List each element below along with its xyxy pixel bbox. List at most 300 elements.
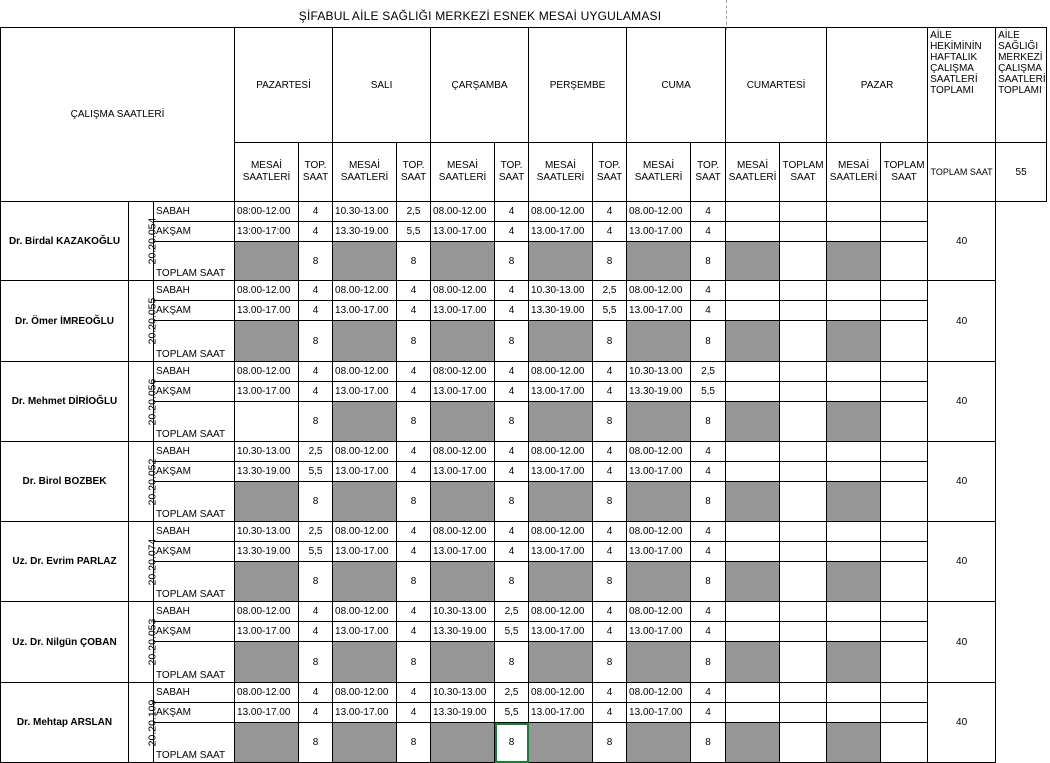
- empty-cell[interactable]: [827, 301, 881, 321]
- sub-top-1[interactable]: TOP. SAAT: [397, 143, 431, 202]
- weekly-total-value[interactable]: 40: [928, 281, 996, 362]
- aksam-hours-cell[interactable]: 4: [593, 542, 627, 562]
- aksam-hours-cell[interactable]: 4: [397, 462, 431, 482]
- empty-cell[interactable]: [726, 683, 780, 703]
- aksam-time-cell[interactable]: 13.00-17.00: [333, 542, 397, 562]
- sabah-hours-cell[interactable]: 4: [299, 362, 333, 382]
- aksam-hours-cell[interactable]: 4: [691, 301, 726, 321]
- day-total-cell[interactable]: 8: [593, 642, 627, 683]
- sabah-time-cell[interactable]: 08.00-12.00: [333, 602, 397, 622]
- shift-label-aksam[interactable]: AKŞAM: [154, 622, 235, 642]
- aksam-hours-cell[interactable]: 4: [593, 622, 627, 642]
- sabah-time-cell[interactable]: 08:00-12.00: [235, 202, 299, 222]
- empty-cell[interactable]: [881, 382, 928, 402]
- day-total-cell[interactable]: 8: [299, 402, 333, 442]
- sabah-hours-cell[interactable]: 2,5: [299, 522, 333, 542]
- empty-cell[interactable]: [780, 522, 827, 542]
- sabah-time-cell[interactable]: 08.00-12.00: [627, 281, 691, 301]
- empty-cell[interactable]: [827, 522, 881, 542]
- aksam-hours-cell[interactable]: 4: [299, 703, 333, 723]
- weekly-total-value[interactable]: 40: [928, 683, 996, 763]
- aksam-time-cell[interactable]: 13.30-19.00: [333, 222, 397, 242]
- empty-cell[interactable]: [881, 202, 928, 222]
- gray-cell[interactable]: [235, 242, 299, 281]
- sabah-hours-cell[interactable]: 4: [299, 602, 333, 622]
- aksam-hours-cell[interactable]: 4: [593, 462, 627, 482]
- aksam-time-cell[interactable]: 13.00-17.00: [235, 703, 299, 723]
- aksam-time-cell[interactable]: 13.00-17.00: [333, 622, 397, 642]
- aksam-time-cell[interactable]: 13.00-17.00: [235, 622, 299, 642]
- doctor-name[interactable]: Dr. Birol BOZBEK: [1, 442, 129, 522]
- aksam-hours-cell[interactable]: 4: [691, 462, 726, 482]
- shift-label-toplam[interactable]: TOPLAM SAAT: [154, 402, 235, 442]
- gray-cell[interactable]: [627, 242, 691, 281]
- sabah-hours-cell[interactable]: 4: [495, 442, 529, 462]
- sub-mesai-6[interactable]: MESAİ SAATLERİ: [827, 143, 881, 202]
- aksam-time-cell[interactable]: 13.00-17.00: [627, 301, 691, 321]
- empty-cell[interactable]: [780, 602, 827, 622]
- day-total-cell[interactable]: 8: [299, 723, 333, 763]
- shift-label-toplam[interactable]: TOPLAM SAAT: [154, 642, 235, 683]
- empty-cell[interactable]: [780, 382, 827, 402]
- sabah-time-cell[interactable]: 08.00-12.00: [235, 362, 299, 382]
- aksam-time-cell[interactable]: 13.00-17.00: [627, 703, 691, 723]
- sub-mesai-3[interactable]: MESAİ SAATLERİ: [529, 143, 593, 202]
- empty-cell[interactable]: [827, 703, 881, 723]
- aksam-time-cell[interactable]: 13.00-17.00: [627, 622, 691, 642]
- sabah-hours-cell[interactable]: 2,5: [495, 683, 529, 703]
- gray-cell[interactable]: [827, 642, 881, 683]
- aksam-time-cell[interactable]: 13.00-17.00: [529, 222, 593, 242]
- sabah-time-cell[interactable]: 10.30-13.00: [431, 602, 495, 622]
- sabah-hours-cell[interactable]: 4: [299, 683, 333, 703]
- sabah-time-cell[interactable]: 08.00-12.00: [627, 683, 691, 703]
- aksam-time-cell[interactable]: 13.00-17.00: [333, 462, 397, 482]
- aksam-hours-cell[interactable]: 5,5: [495, 703, 529, 723]
- empty-cell[interactable]: [726, 542, 780, 562]
- empty-cell[interactable]: [827, 542, 881, 562]
- empty-cell[interactable]: [881, 542, 928, 562]
- weekly-total-value[interactable]: 40: [928, 602, 996, 683]
- day-total-cell[interactable]: 8: [397, 482, 431, 522]
- corner-header[interactable]: ÇALIŞMA SAATLERİ: [1, 28, 235, 202]
- doctor-code-cell[interactable]: [129, 683, 159, 763]
- sabah-hours-cell[interactable]: 4: [397, 522, 431, 542]
- doctor-code-cell[interactable]: [129, 522, 159, 602]
- gray-cell[interactable]: [529, 642, 593, 683]
- aksam-time-cell[interactable]: 13.00-17.00: [529, 542, 593, 562]
- aksam-time-cell[interactable]: 13.00-17.00: [431, 462, 495, 482]
- empty-cell[interactable]: [827, 442, 881, 462]
- empty-cell[interactable]: [827, 382, 881, 402]
- empty-cell[interactable]: [780, 402, 827, 442]
- sub-top-0[interactable]: TOP. SAAT: [299, 143, 333, 202]
- shift-label-toplam[interactable]: TOPLAM SAAT: [154, 723, 235, 763]
- aksam-hours-cell[interactable]: 4: [299, 622, 333, 642]
- empty-cell[interactable]: [827, 202, 881, 222]
- aksam-hours-cell[interactable]: 4: [397, 622, 431, 642]
- empty-cell[interactable]: [827, 462, 881, 482]
- day-total-cell[interactable]: 8: [299, 642, 333, 683]
- aksam-time-cell[interactable]: 13.00-17.00: [431, 382, 495, 402]
- empty-cell[interactable]: [827, 281, 881, 301]
- sabah-time-cell[interactable]: 10.30-13.00: [529, 281, 593, 301]
- sub-mesai-4[interactable]: MESAİ SAATLERİ: [627, 143, 691, 202]
- shift-label-sabah[interactable]: SABAH: [154, 202, 235, 222]
- day-total-cell[interactable]: 8: [691, 242, 726, 281]
- sabah-hours-cell[interactable]: 4: [299, 281, 333, 301]
- shift-label-sabah[interactable]: SABAH: [154, 442, 235, 462]
- aksam-hours-cell[interactable]: 4: [495, 542, 529, 562]
- aksam-time-cell[interactable]: 13.30-19.00: [235, 462, 299, 482]
- sabah-hours-cell[interactable]: 4: [495, 281, 529, 301]
- sabah-time-cell[interactable]: 08.00-12.00: [627, 442, 691, 462]
- sabah-hours-cell[interactable]: 2,5: [691, 362, 726, 382]
- gray-cell[interactable]: [431, 321, 495, 362]
- empty-cell[interactable]: [780, 281, 827, 301]
- sabah-hours-cell[interactable]: 4: [495, 362, 529, 382]
- empty-cell[interactable]: [780, 442, 827, 462]
- empty-cell[interactable]: [881, 622, 928, 642]
- empty-cell[interactable]: [780, 362, 827, 382]
- shift-label-aksam[interactable]: AKŞAM: [154, 382, 235, 402]
- aksam-hours-cell[interactable]: 5,5: [299, 542, 333, 562]
- sabah-time-cell[interactable]: 08.00-12.00: [627, 602, 691, 622]
- day-total-cell[interactable]: 8: [299, 242, 333, 281]
- sabah-hours-cell[interactable]: 4: [495, 202, 529, 222]
- doctor-code-cell[interactable]: [129, 362, 159, 442]
- gray-cell[interactable]: [529, 321, 593, 362]
- day-total-cell[interactable]: 8: [397, 723, 431, 763]
- gray-cell[interactable]: [333, 642, 397, 683]
- aksam-time-cell[interactable]: 13.00-17.00: [235, 382, 299, 402]
- empty-cell[interactable]: [827, 683, 881, 703]
- shift-label-sabah[interactable]: SABAH: [154, 362, 235, 382]
- day-total-cell[interactable]: 8: [299, 562, 333, 602]
- gray-cell[interactable]: [431, 723, 495, 763]
- sabah-time-cell[interactable]: 08.00-12.00: [529, 362, 593, 382]
- sabah-hours-cell[interactable]: 4: [691, 442, 726, 462]
- sabah-hours-cell[interactable]: 4: [397, 683, 431, 703]
- aksam-time-cell[interactable]: 13.00-17.00: [529, 622, 593, 642]
- empty-cell[interactable]: [726, 362, 780, 382]
- doctor-name[interactable]: Dr. Mehtap ARSLAN: [1, 683, 129, 763]
- gray-cell[interactable]: [726, 242, 780, 281]
- doctor-name[interactable]: Dr. Ömer İMREOĞLU: [1, 281, 129, 362]
- day-total-cell[interactable]: 8: [397, 402, 431, 442]
- empty-cell[interactable]: [881, 482, 928, 522]
- empty-cell[interactable]: [881, 683, 928, 703]
- sabah-time-cell[interactable]: 10.30-13.00: [431, 683, 495, 703]
- sabah-hours-cell[interactable]: 4: [691, 683, 726, 703]
- sabah-hours-cell[interactable]: 4: [299, 202, 333, 222]
- aksam-hours-cell[interactable]: 5,5: [691, 382, 726, 402]
- day-total-cell[interactable]: 8: [299, 482, 333, 522]
- aksam-time-cell[interactable]: 13.00-17.00: [333, 703, 397, 723]
- day-total-cell[interactable]: 8: [593, 402, 627, 442]
- empty-cell[interactable]: [881, 642, 928, 683]
- sabah-time-cell[interactable]: 08.00-12.00: [627, 522, 691, 542]
- sabah-hours-cell[interactable]: 4: [593, 362, 627, 382]
- sabah-hours-cell[interactable]: 4: [593, 202, 627, 222]
- sabah-hours-cell[interactable]: 4: [397, 602, 431, 622]
- empty-cell[interactable]: [726, 222, 780, 242]
- gray-cell[interactable]: [627, 642, 691, 683]
- empty-cell[interactable]: [881, 362, 928, 382]
- gray-cell[interactable]: [827, 402, 881, 442]
- doctor-name[interactable]: Dr. Mehmet DİRİOĞLU: [1, 362, 129, 442]
- sabah-hours-cell[interactable]: 4: [593, 602, 627, 622]
- aksam-time-cell[interactable]: 13.00-17.00: [431, 222, 495, 242]
- empty-cell[interactable]: [881, 281, 928, 301]
- sabah-time-cell[interactable]: 08.00-12.00: [529, 202, 593, 222]
- gray-cell[interactable]: [827, 242, 881, 281]
- gray-cell[interactable]: [235, 321, 299, 362]
- day-total-cell[interactable]: 8: [691, 642, 726, 683]
- shift-label-aksam[interactable]: AKŞAM: [154, 301, 235, 321]
- sabah-time-cell[interactable]: 08.00-12.00: [235, 602, 299, 622]
- gray-cell[interactable]: [529, 562, 593, 602]
- aksam-time-cell[interactable]: 13.00-17.00: [529, 462, 593, 482]
- aksam-hours-cell[interactable]: 4: [691, 222, 726, 242]
- empty-cell[interactable]: [881, 562, 928, 602]
- day-total-cell[interactable]: 8: [691, 723, 726, 763]
- day-total-cell[interactable]: 8: [495, 723, 529, 763]
- aksam-hours-cell[interactable]: 4: [299, 222, 333, 242]
- aksam-time-cell[interactable]: 13.00-17.00: [627, 462, 691, 482]
- sub-mesai-2[interactable]: MESAİ SAATLERİ: [431, 143, 495, 202]
- sabah-time-cell[interactable]: 08.00-12.00: [431, 522, 495, 542]
- shift-label-sabah[interactable]: SABAH: [154, 683, 235, 703]
- weekly-total-value[interactable]: 40: [928, 362, 996, 442]
- gray-cell[interactable]: [827, 321, 881, 362]
- sabah-hours-cell[interactable]: 2,5: [495, 602, 529, 622]
- sabah-time-cell[interactable]: 08.00-12.00: [431, 202, 495, 222]
- sabah-time-cell[interactable]: 08.00-12.00: [529, 683, 593, 703]
- doctor-code-cell[interactable]: [129, 281, 159, 362]
- gray-cell[interactable]: [235, 642, 299, 683]
- day-total-cell[interactable]: 8: [691, 482, 726, 522]
- empty-cell[interactable]: [827, 222, 881, 242]
- empty-cell[interactable]: [726, 522, 780, 542]
- shift-label-aksam[interactable]: AKŞAM: [154, 462, 235, 482]
- aksam-time-cell[interactable]: 13.30-19.00: [431, 622, 495, 642]
- sub-top-2[interactable]: TOP. SAAT: [495, 143, 529, 202]
- aksam-hours-cell[interactable]: 4: [397, 301, 431, 321]
- gray-cell[interactable]: [235, 723, 299, 763]
- gray-cell[interactable]: [431, 642, 495, 683]
- shift-label-aksam[interactable]: AKŞAM: [154, 703, 235, 723]
- day-total-cell[interactable]: 8: [593, 482, 627, 522]
- day-total-cell[interactable]: 8: [593, 723, 627, 763]
- doctor-name[interactable]: Dr. Birdal KAZAKOĞLU: [1, 202, 129, 281]
- doctor-name[interactable]: Uz. Dr. Evrim PARLAZ: [1, 522, 129, 602]
- day-total-cell[interactable]: 8: [397, 562, 431, 602]
- aksam-time-cell[interactable]: 13.00-17.00: [235, 301, 299, 321]
- sabah-hours-cell[interactable]: 4: [691, 602, 726, 622]
- empty-cell[interactable]: [881, 703, 928, 723]
- shift-label-sabah[interactable]: SABAH: [154, 281, 235, 301]
- aksam-hours-cell[interactable]: 4: [495, 382, 529, 402]
- sabah-hours-cell[interactable]: 4: [691, 522, 726, 542]
- gray-cell[interactable]: [431, 402, 495, 442]
- aksam-hours-cell[interactable]: 5,5: [397, 222, 431, 242]
- gray-cell[interactable]: [827, 723, 881, 763]
- empty-cell[interactable]: [881, 242, 928, 281]
- shift-label-sabah[interactable]: SABAH: [154, 522, 235, 542]
- sabah-hours-cell[interactable]: 4: [691, 202, 726, 222]
- aksam-hours-cell[interactable]: 4: [593, 222, 627, 242]
- weekly-total-value[interactable]: 40: [928, 522, 996, 602]
- aksam-time-cell[interactable]: 13.30-19.00: [627, 382, 691, 402]
- sub-toplam-6[interactable]: TOPLAM SAAT: [881, 143, 928, 202]
- sabah-time-cell[interactable]: 08.00-12.00: [333, 281, 397, 301]
- shift-label-toplam[interactable]: TOPLAM SAAT: [154, 562, 235, 602]
- aksam-time-cell[interactable]: 13.30-19.00: [235, 542, 299, 562]
- sabah-hours-cell[interactable]: 4: [593, 442, 627, 462]
- empty-cell[interactable]: [827, 602, 881, 622]
- empty-cell[interactable]: [827, 622, 881, 642]
- doctor-code-cell[interactable]: [129, 442, 159, 522]
- aksam-time-cell[interactable]: 13.00-17.00: [431, 301, 495, 321]
- sub-mesai-0[interactable]: MESAİ SAATLERİ: [235, 143, 299, 202]
- aksam-time-cell[interactable]: 13.30-19.00: [431, 703, 495, 723]
- day-total-cell[interactable]: 8: [593, 242, 627, 281]
- aksam-hours-cell[interactable]: 5,5: [299, 462, 333, 482]
- day-header-5[interactable]: CUMARTESİ: [726, 28, 827, 143]
- aksam-time-cell[interactable]: 13.00-17.00: [431, 542, 495, 562]
- center-total-value[interactable]: 55: [996, 143, 1047, 202]
- aksam-hours-cell[interactable]: 4: [299, 382, 333, 402]
- empty-cell[interactable]: [780, 723, 827, 763]
- aksam-hours-cell[interactable]: 4: [691, 622, 726, 642]
- sub-top-3[interactable]: TOP. SAAT: [593, 143, 627, 202]
- aksam-hours-cell[interactable]: 5,5: [495, 622, 529, 642]
- sabah-hours-cell[interactable]: 2,5: [299, 442, 333, 462]
- empty-cell[interactable]: [780, 703, 827, 723]
- empty-cell[interactable]: [726, 442, 780, 462]
- empty-cell[interactable]: [726, 462, 780, 482]
- gray-cell[interactable]: [627, 321, 691, 362]
- empty-cell[interactable]: [881, 402, 928, 442]
- aksam-hours-cell[interactable]: 4: [495, 222, 529, 242]
- empty-cell[interactable]: [881, 301, 928, 321]
- gray-cell[interactable]: [333, 321, 397, 362]
- gray-cell[interactable]: [726, 482, 780, 522]
- sabah-time-cell[interactable]: 10.30-13.00: [235, 522, 299, 542]
- sub-weekly-total[interactable]: TOPLAM SAAT: [928, 143, 996, 202]
- shift-label-toplam[interactable]: TOPLAM SAAT: [154, 321, 235, 362]
- empty-cell[interactable]: [881, 222, 928, 242]
- empty-cell[interactable]: [780, 642, 827, 683]
- empty-cell[interactable]: [726, 703, 780, 723]
- gray-cell[interactable]: [529, 482, 593, 522]
- gray-cell[interactable]: [235, 402, 299, 442]
- day-header-3[interactable]: PERŞEMBE: [529, 28, 627, 143]
- gray-cell[interactable]: [726, 723, 780, 763]
- aksam-time-cell[interactable]: 13.00-17.00: [529, 382, 593, 402]
- gray-cell[interactable]: [333, 562, 397, 602]
- empty-cell[interactable]: [726, 301, 780, 321]
- sabah-time-cell[interactable]: 08.00-12.00: [529, 522, 593, 542]
- day-total-cell[interactable]: 8: [691, 562, 726, 602]
- gray-cell[interactable]: [333, 402, 397, 442]
- day-total-cell[interactable]: 8: [397, 642, 431, 683]
- empty-cell[interactable]: [881, 462, 928, 482]
- gray-cell[interactable]: [529, 402, 593, 442]
- sabah-hours-cell[interactable]: 4: [691, 281, 726, 301]
- empty-cell[interactable]: [780, 301, 827, 321]
- aksam-time-cell[interactable]: 13.00-17.00: [627, 222, 691, 242]
- day-header-4[interactable]: CUMA: [627, 28, 726, 143]
- sabah-time-cell[interactable]: 10.30-13.00: [235, 442, 299, 462]
- empty-cell[interactable]: [881, 321, 928, 362]
- gray-cell[interactable]: [235, 482, 299, 522]
- sabah-time-cell[interactable]: 08.00-12.00: [431, 442, 495, 462]
- empty-cell[interactable]: [780, 321, 827, 362]
- day-total-cell[interactable]: 8: [691, 402, 726, 442]
- gray-cell[interactable]: [827, 562, 881, 602]
- empty-cell[interactable]: [780, 482, 827, 522]
- sabah-hours-cell[interactable]: 2,5: [397, 202, 431, 222]
- sabah-time-cell[interactable]: 08.00-12.00: [235, 683, 299, 703]
- sabah-hours-cell[interactable]: 4: [397, 362, 431, 382]
- day-total-cell[interactable]: 8: [397, 242, 431, 281]
- aksam-time-cell[interactable]: 13.30-19.00: [529, 301, 593, 321]
- day-header-1[interactable]: SALI: [333, 28, 431, 143]
- shift-label-aksam[interactable]: AKŞAM: [154, 542, 235, 562]
- sabah-time-cell[interactable]: 08.00-12.00: [333, 362, 397, 382]
- aksam-hours-cell[interactable]: 5,5: [593, 301, 627, 321]
- gray-cell[interactable]: [726, 562, 780, 602]
- gray-cell[interactable]: [333, 242, 397, 281]
- sabah-time-cell[interactable]: 08.00-12.00: [235, 281, 299, 301]
- gray-cell[interactable]: [827, 482, 881, 522]
- empty-cell[interactable]: [780, 202, 827, 222]
- empty-cell[interactable]: [726, 602, 780, 622]
- sabah-time-cell[interactable]: 08.00-12.00: [333, 442, 397, 462]
- empty-cell[interactable]: [726, 622, 780, 642]
- empty-cell[interactable]: [881, 723, 928, 763]
- day-total-cell[interactable]: 8: [691, 321, 726, 362]
- sabah-hours-cell[interactable]: 4: [495, 522, 529, 542]
- day-header-6[interactable]: PAZAR: [827, 28, 928, 143]
- sabah-hours-cell[interactable]: 4: [593, 683, 627, 703]
- day-total-cell[interactable]: 8: [495, 482, 529, 522]
- sabah-hours-cell[interactable]: 2,5: [593, 281, 627, 301]
- center-total-header[interactable]: AİLE SAĞLIĞI MERKEZİ ÇALIŞMA SAATLERİ TOPLAMI: [996, 28, 1047, 143]
- empty-cell[interactable]: [726, 281, 780, 301]
- gray-cell[interactable]: [726, 321, 780, 362]
- day-total-cell[interactable]: 8: [495, 562, 529, 602]
- weekly-total-value[interactable]: 40: [928, 202, 996, 281]
- aksam-hours-cell[interactable]: 4: [397, 703, 431, 723]
- aksam-hours-cell[interactable]: 4: [691, 542, 726, 562]
- day-total-cell[interactable]: 8: [299, 321, 333, 362]
- gray-cell[interactable]: [627, 482, 691, 522]
- day-total-cell[interactable]: 8: [495, 402, 529, 442]
- aksam-hours-cell[interactable]: 4: [495, 301, 529, 321]
- sub-top-4[interactable]: TOP. SAAT: [691, 143, 726, 202]
- gray-cell[interactable]: [726, 642, 780, 683]
- gray-cell[interactable]: [235, 562, 299, 602]
- sabah-time-cell[interactable]: 08.00-12.00: [333, 522, 397, 542]
- gray-cell[interactable]: [627, 562, 691, 602]
- aksam-time-cell[interactable]: 13.00-17.00: [627, 542, 691, 562]
- gray-cell[interactable]: [529, 242, 593, 281]
- sub-mesai-1[interactable]: MESAİ SAATLERİ: [333, 143, 397, 202]
- aksam-hours-cell[interactable]: 4: [299, 301, 333, 321]
